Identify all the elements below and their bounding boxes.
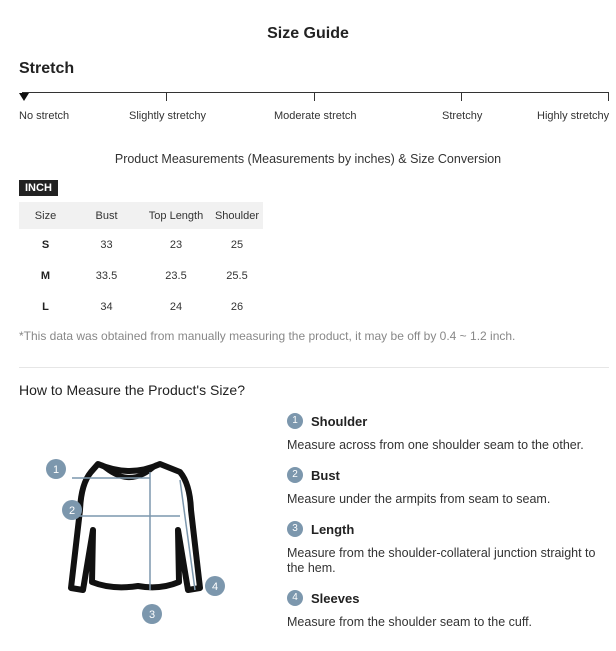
- instruction-title: Sleeves: [311, 590, 360, 606]
- instruction-description: Measure from the shoulder seam to the cuff.: [287, 615, 533, 629]
- step-number-badge: 2: [287, 467, 303, 483]
- stretch-level-stretchy: Stretchy: [442, 110, 483, 122]
- stretch-heading: Stretch: [19, 60, 75, 77]
- step-number-badge: 4: [287, 590, 303, 606]
- instruction-length: [287, 521, 607, 576]
- stretch-level-moderate-stretch: Moderate stretch: [274, 110, 357, 122]
- how-to-measure-heading: How to Measure the Product's Size?: [19, 382, 246, 398]
- top-length-cell: 23: [169, 238, 183, 251]
- top-length-cell: 24: [169, 300, 183, 313]
- top-length-cell: 23.5: [165, 269, 187, 282]
- size-cell: M: [40, 269, 51, 282]
- table-header-row: [19, 202, 263, 229]
- size-table: [19, 202, 263, 322]
- table-row: [19, 291, 263, 322]
- table-row: [19, 229, 263, 260]
- shoulder-cell: 26: [230, 300, 244, 313]
- step-number-badge: 3: [287, 521, 303, 537]
- marker-4: [205, 576, 225, 596]
- instruction-shoulder: [287, 413, 607, 453]
- instruction-bust: [287, 467, 607, 507]
- size-cell: L: [42, 300, 49, 313]
- bust-cell: 34: [100, 300, 113, 313]
- marker-2: [62, 500, 82, 520]
- sweater-diagram: [40, 450, 240, 630]
- svg-text:1: 1: [52, 464, 60, 476]
- marker-1: [46, 459, 66, 479]
- marker-3: [142, 604, 162, 624]
- stretch-level-highly-stretchy: Highly stretchy: [537, 110, 610, 122]
- table-row: [19, 260, 263, 291]
- stretch-level-slightly-stretchy: Slightly stretchy: [129, 110, 207, 122]
- shoulder-cell: 25: [230, 238, 244, 251]
- instruction-title: Length: [311, 521, 355, 537]
- column-header-bust: Bust: [72, 202, 141, 229]
- section-divider: [19, 367, 609, 368]
- stretch-tick: [608, 92, 609, 101]
- stretch-tick: [461, 92, 462, 101]
- instruction-sleeves: [287, 590, 607, 630]
- bust-cell: 33.5: [95, 269, 118, 282]
- svg-text:3: 3: [148, 609, 156, 621]
- unit-badge: INCH: [19, 180, 58, 196]
- stretch-selected-marker: [19, 93, 29, 101]
- svg-text:4: 4: [211, 581, 219, 593]
- instruction-description: Measure from the shoulder-collateral junction straight to the hem.: [287, 546, 596, 575]
- column-header-top-length: Top Length: [141, 202, 211, 229]
- column-header-shoulder: Shoulder: [211, 202, 263, 229]
- column-header-size: Size: [19, 202, 72, 229]
- bust-cell: 33: [100, 238, 113, 251]
- stretch-level-no-stretch: No stretch: [19, 110, 70, 122]
- size-cell: S: [41, 238, 50, 251]
- instruction-description: Measure across from one shoulder seam to the other.: [287, 438, 584, 452]
- stretch-scale-line: [22, 92, 608, 93]
- stretch-tick: [314, 92, 315, 101]
- shoulder-cell: 25.5: [226, 269, 248, 282]
- stretch-tick: [166, 92, 167, 101]
- instruction-title: Bust: [311, 467, 340, 483]
- step-number-badge: 1: [287, 413, 303, 429]
- svg-text:2: 2: [68, 505, 76, 517]
- instruction-title: Shoulder: [311, 413, 368, 429]
- instruction-description: Measure under the armpits from seam to seam.: [287, 492, 551, 506]
- measurements-heading: Product Measurements (Measurements by inches) & Size Conversion: [114, 152, 502, 166]
- page-title: Size Guide: [267, 25, 349, 42]
- measurement-note: *This data was obtained from manually measuring the product, it may be off by 0.4 ~ 1.2 inch.: [19, 329, 516, 343]
